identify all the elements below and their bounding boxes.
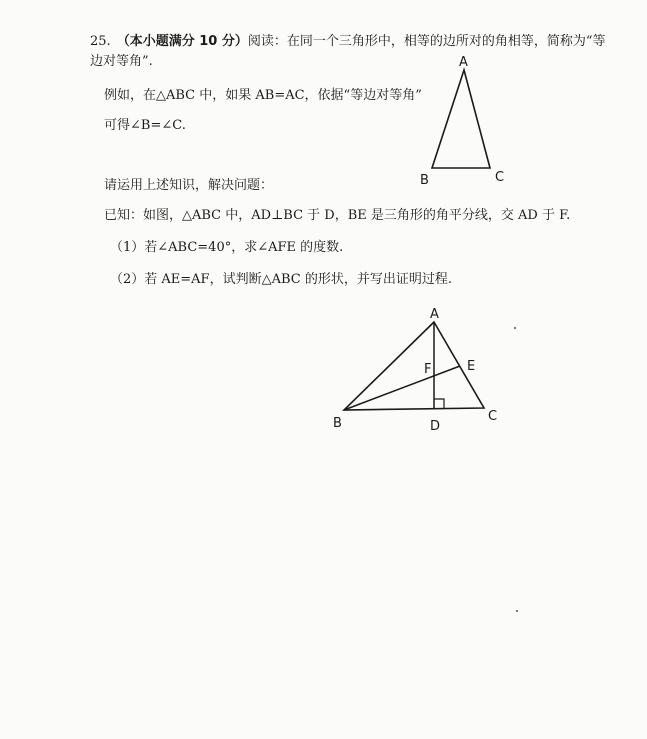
isosceles-triangle-figure bbox=[420, 55, 504, 188]
fig2-label-c: C bbox=[488, 409, 498, 424]
scan-speck bbox=[516, 610, 518, 612]
triangle-abc2-outline bbox=[344, 322, 484, 410]
given-text: 已知：如图，△ABC 中，AD⊥BC 于 D，BE 是三角形的角平分线，交 AD 于 F. bbox=[104, 208, 571, 223]
fig2-label-e: E bbox=[467, 359, 476, 374]
fig2-label-b: B bbox=[333, 416, 342, 431]
geometry-figure bbox=[333, 307, 497, 434]
question-points: （本小题满分 10 分） bbox=[116, 34, 248, 49]
right-angle-mark bbox=[434, 399, 444, 409]
question-lead: 阅读：在同一个三角形中，相等的边所对的角相等，简称为“等 bbox=[247, 34, 606, 49]
example-line-2: 可得∠B=∠C. bbox=[104, 118, 186, 133]
triangle-abc-outline bbox=[432, 70, 490, 168]
fig1-label-a: A bbox=[459, 55, 468, 70]
fig2-label-d: D bbox=[430, 419, 441, 434]
question-number: 25. bbox=[90, 34, 111, 49]
question-lead-continued: 边对等角”. bbox=[90, 54, 153, 69]
fig2-label-a: A bbox=[430, 307, 439, 322]
example-line-1: 例如，在△ABC 中，如果 AB=AC，依据“等边对等角” bbox=[104, 88, 422, 103]
instruction-text: 请运用上述知识，解决问题： bbox=[104, 178, 274, 193]
scan-speck bbox=[514, 327, 516, 329]
fig1-label-b: B bbox=[420, 173, 429, 188]
bisector-be bbox=[344, 366, 460, 410]
part-1: （1）若∠ABC=40°，求∠AFE 的度数. bbox=[110, 240, 344, 255]
fig2-label-f: F bbox=[424, 362, 432, 377]
part-2: （2）若 AE=AF，试判断△ABC 的形状，并写出证明过程. bbox=[110, 272, 452, 287]
fig1-label-c: C bbox=[495, 170, 505, 185]
